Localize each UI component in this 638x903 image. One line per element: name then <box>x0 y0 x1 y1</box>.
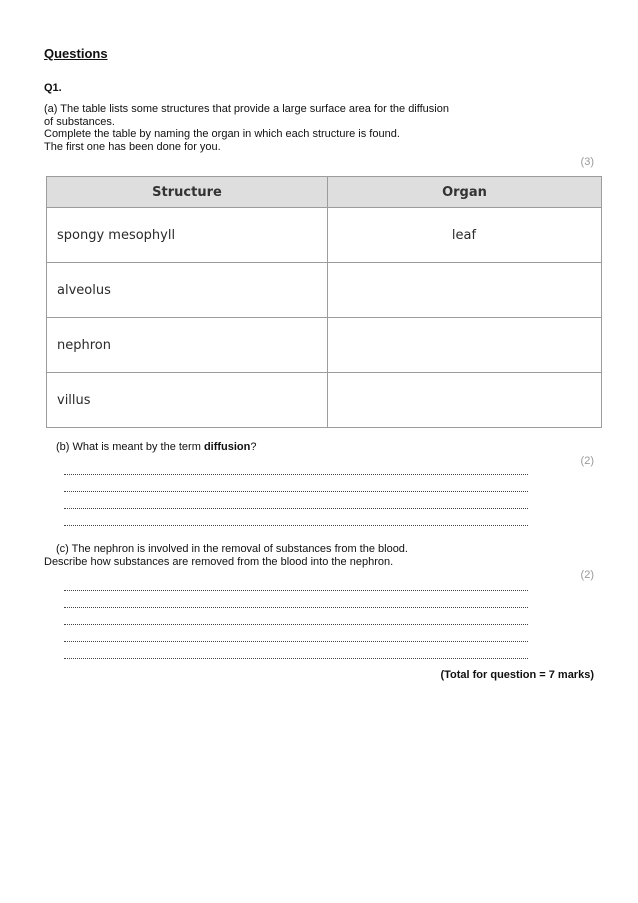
answer-line[interactable] <box>64 641 528 642</box>
part-a-line: Complete the table by naming the organ in which each structure is found. <box>44 128 400 140</box>
answer-line[interactable] <box>64 624 528 625</box>
part-b-marks: (2) <box>580 455 594 467</box>
total-marks: (Total for question = 7 marks) <box>440 669 594 681</box>
part-b-term: diffusion <box>203 441 251 453</box>
part-c-line-1: (c) The nephron is involved in the removal of substances from the blood. <box>56 543 408 555</box>
table-row <box>47 208 602 263</box>
part-a-line: of substances. <box>44 115 115 128</box>
part-b-question <box>56 441 257 454</box>
organ-cell: leaf <box>328 208 602 263</box>
answer-line[interactable] <box>64 491 528 492</box>
table-row <box>47 318 602 373</box>
structure-cell: alveolus <box>47 263 328 318</box>
organ-answer-cell[interactable] <box>328 263 602 318</box>
structure-cell: spongy mesophyll <box>47 208 328 263</box>
answer-line[interactable] <box>64 474 528 475</box>
part-a-text <box>44 103 504 153</box>
question-number: Q1. <box>44 82 62 94</box>
organ-answer-cell[interactable] <box>328 318 602 373</box>
answer-line[interactable] <box>64 525 528 526</box>
header-organ: Organ <box>328 177 602 208</box>
header-structure: Structure <box>47 177 328 208</box>
table-row <box>47 263 602 318</box>
structure-cell: villus <box>47 373 328 428</box>
part-c-line-2: Describe how substances are removed from the blood into the nephron. <box>44 556 394 568</box>
table-row <box>47 373 602 428</box>
answer-line[interactable] <box>64 607 528 608</box>
page-heading: Questions <box>44 46 108 61</box>
part-b-prefix: (b) What is meant by the term <box>56 441 204 453</box>
part-b-suffix: ? <box>250 441 257 453</box>
structure-cell: nephron <box>47 318 328 373</box>
part-a-marks: (3) <box>580 156 594 168</box>
answer-line[interactable] <box>64 658 528 659</box>
table-header-row <box>47 177 602 208</box>
part-a-line: The first one has been done for you. <box>44 140 221 153</box>
part-a-line: (a) The table lists some structures that provide a large surface area for the diffusion <box>44 103 449 115</box>
part-c-marks: (2) <box>580 569 594 581</box>
answer-line[interactable] <box>64 590 528 591</box>
structure-organ-table <box>46 176 602 428</box>
organ-answer-cell[interactable] <box>328 373 602 428</box>
answer-line[interactable] <box>64 508 528 509</box>
